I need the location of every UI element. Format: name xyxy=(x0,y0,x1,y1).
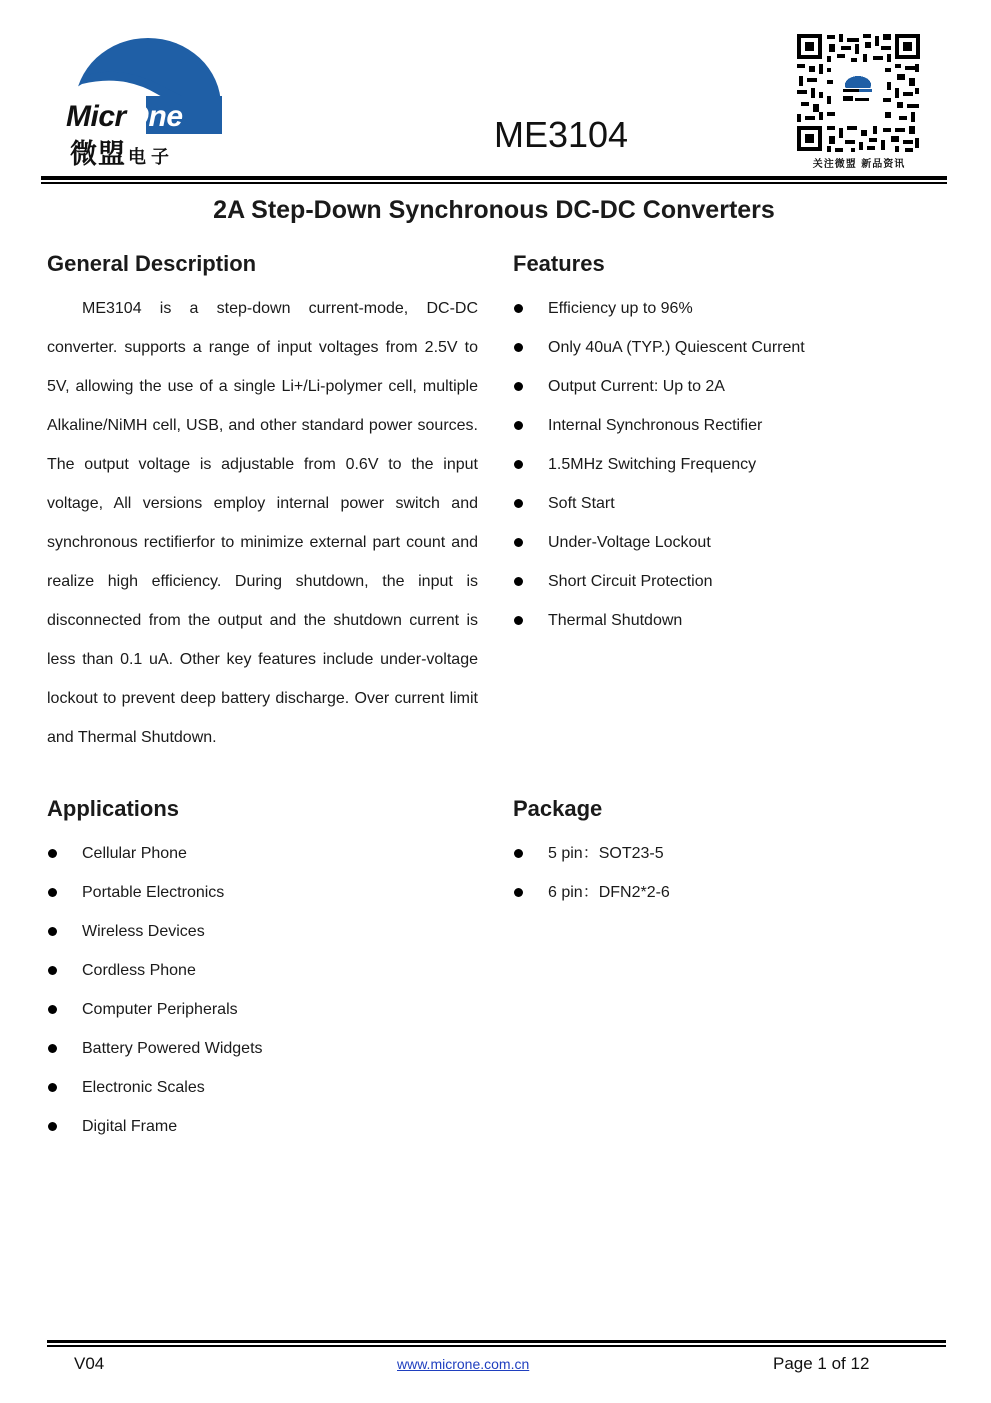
header-rule-thick xyxy=(41,176,947,180)
bullet-dot-icon xyxy=(514,577,523,586)
footer-website-link[interactable]: www.microne.com.cn xyxy=(397,1356,530,1372)
footer-rule-thick xyxy=(47,1340,946,1343)
general-description-text: ME3104 is a step-down current-mode, DC-DC converter. supports a range of input voltages from 2.5V to 5V, allowing the use of a single Li+/Li-polymer cell, multiple Alkaline/NiMH cell, USB, and other standard power sources. The output voltage is adjustable from 0.6V to the input voltage, All versions employ internal power switch and synchronous rectifierfor to minimize external part count and realize high efficiency. During shutdown, the input is disconnected from the output and the shutdown current is less than 0.1 uA. Other key features include under-voltage lockout to prevent deep battery discharge. Over current limit and Thermal Shutdown. xyxy=(47,300,478,746)
footer-rule-thin xyxy=(47,1345,946,1347)
applications-list xyxy=(47,834,477,1146)
application-item: Digital Frame xyxy=(47,1107,477,1146)
logo-cn-main: 微盟 xyxy=(70,139,126,170)
logo-wordmark xyxy=(66,100,183,134)
bullet-dot-icon xyxy=(48,966,57,975)
qr-caption: 关注微盟 新品资讯 xyxy=(812,159,906,170)
applications-heading: Applications xyxy=(47,796,180,821)
application-item: Cordless Phone xyxy=(47,951,477,990)
feature-item: Short Circuit Protection xyxy=(513,562,943,601)
application-item: Cellular Phone xyxy=(47,834,477,873)
bullet-dot-icon xyxy=(514,849,523,858)
bullet-dot-icon xyxy=(514,343,523,352)
logo-wordmark-part1: Micr xyxy=(66,100,126,133)
bullet-dot-icon xyxy=(514,304,523,313)
bullet-dot-icon xyxy=(514,382,523,391)
feature-item: Thermal Shutdown xyxy=(513,601,943,640)
bullet-dot-icon xyxy=(48,1122,57,1131)
features-list xyxy=(513,289,943,640)
application-item: Battery Powered Widgets xyxy=(47,1029,477,1068)
feature-item: Output Current: Up to 2A xyxy=(513,367,943,406)
logo-wordmark-part2: One xyxy=(125,100,183,133)
application-item: Portable Electronics xyxy=(47,873,477,912)
bullet-dot-icon xyxy=(48,888,57,897)
document-title: 2A Step-Down Synchronous DC-DC Converters xyxy=(213,196,775,224)
bullet-dot-icon xyxy=(48,849,57,858)
footer-page-number: Page 1 of 12 xyxy=(773,1354,870,1373)
header-rule-thin xyxy=(41,182,947,184)
application-item: Electronic Scales xyxy=(47,1068,477,1107)
logo-chinese-name xyxy=(70,132,174,171)
package-heading: Package xyxy=(513,796,603,821)
bullet-dot-icon xyxy=(514,499,523,508)
bullet-dot-icon xyxy=(48,1083,57,1092)
logo-cn-sub: 电子 xyxy=(128,147,174,168)
bullet-dot-icon xyxy=(514,616,523,625)
part-number: ME3104 xyxy=(493,114,629,155)
bullet-dot-icon xyxy=(514,538,523,547)
bullet-dot-icon xyxy=(514,460,523,469)
application-item: Wireless Devices xyxy=(47,912,477,951)
general-description-body xyxy=(47,289,478,757)
package-item: 5 pin：SOT23-5 xyxy=(513,834,943,873)
feature-item: Efficiency up to 96% xyxy=(513,289,943,328)
package-item: 6 pin：DFN2*2-6 xyxy=(513,873,943,912)
footer-version: V04 xyxy=(74,1354,105,1373)
feature-item: Internal Synchronous Rectifier xyxy=(513,406,943,445)
features-heading: Features xyxy=(513,251,605,276)
application-item: Computer Peripherals xyxy=(47,990,477,1029)
bullet-dot-icon xyxy=(514,888,523,897)
feature-item: 1.5MHz Switching Frequency xyxy=(513,445,943,484)
feature-item: Under-Voltage Lockout xyxy=(513,523,943,562)
feature-item: Soft Start xyxy=(513,484,943,523)
qr-code-icon xyxy=(795,32,922,153)
bullet-dot-icon xyxy=(48,1044,57,1053)
bullet-dot-icon xyxy=(48,1005,57,1014)
package-list xyxy=(513,834,943,912)
feature-item: Only 40uA (TYP.) Quiescent Current xyxy=(513,328,943,367)
bullet-dot-icon xyxy=(514,421,523,430)
bullet-dot-icon xyxy=(48,927,57,936)
general-description-heading: General Description xyxy=(47,251,257,276)
